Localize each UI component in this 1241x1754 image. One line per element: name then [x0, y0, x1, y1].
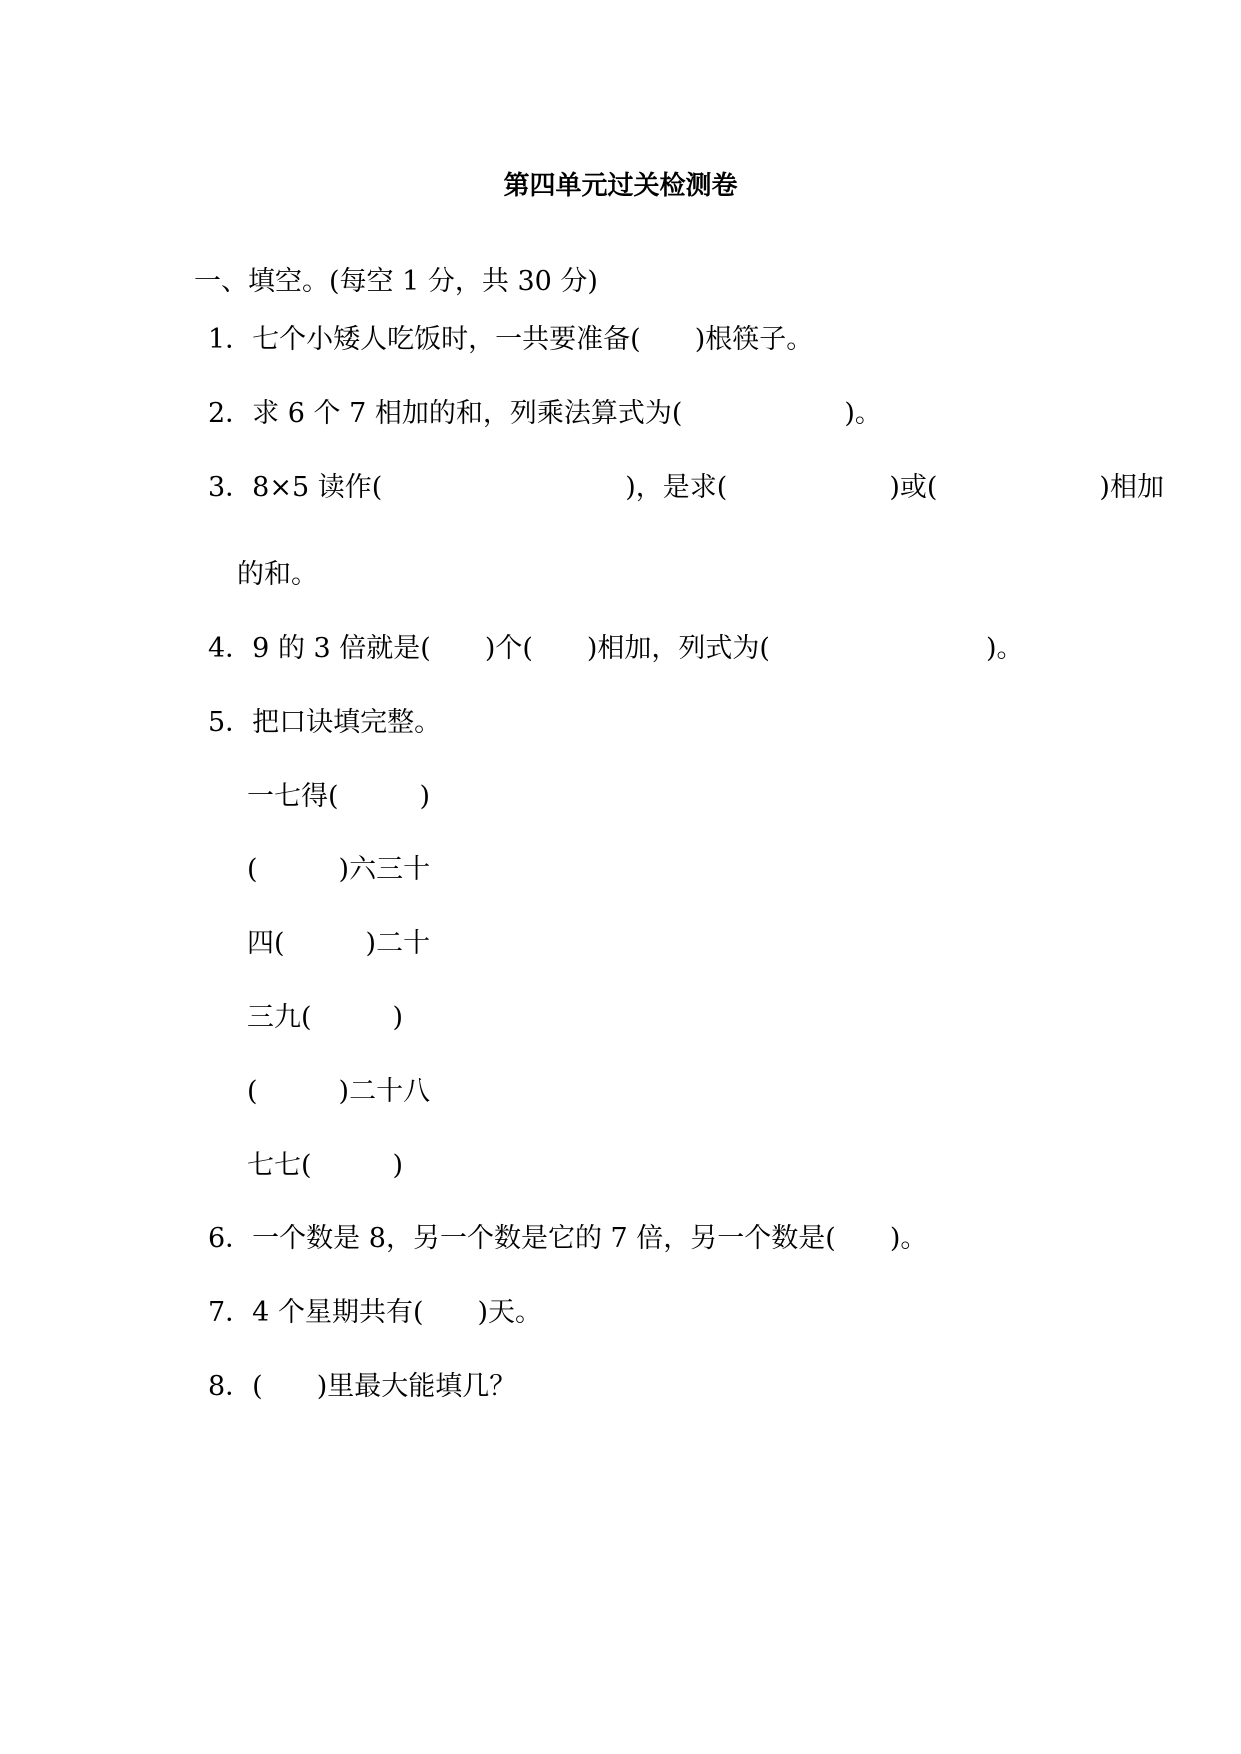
rhyme-item: 七七( ): [247, 1150, 404, 1181]
question-4: 4．9 的 3 倍就是( )个( )相加，列式为( )。: [208, 633, 1024, 664]
question-7: 7．4 个星期共有( )天。: [208, 1297, 543, 1328]
question-2: 2．求 6 个 7 相加的和，列乘法算式为( )。: [208, 398, 882, 429]
question-5: 5．把口诀填完整。: [208, 707, 442, 738]
rhyme-item: 一七得( ): [247, 781, 431, 812]
page-title: 第四单元过关检测卷: [503, 171, 738, 201]
question-8: 8．( )里最大能填几？: [208, 1371, 517, 1402]
question-3-line-2: 的和。: [237, 559, 318, 590]
rhyme-item: 三九( ): [247, 1002, 404, 1033]
rhyme-item: 四( )二十: [247, 928, 431, 959]
rhyme-item: ( )二十八: [247, 1076, 431, 1107]
question-6: 6．一个数是 8，另一个数是它的 7 倍，另一个数是( )。: [208, 1223, 928, 1254]
question-3-line-1: 3．8×5 读作( )，是求( )或( )相加: [208, 472, 1164, 503]
question-1: 1．七个小矮人吃饭时，一共要准备( )根筷子。: [208, 324, 814, 355]
rhyme-item: ( )六三十: [247, 854, 431, 885]
section-heading: 一、填空。(每空 1 分，共 30 分): [194, 266, 598, 297]
